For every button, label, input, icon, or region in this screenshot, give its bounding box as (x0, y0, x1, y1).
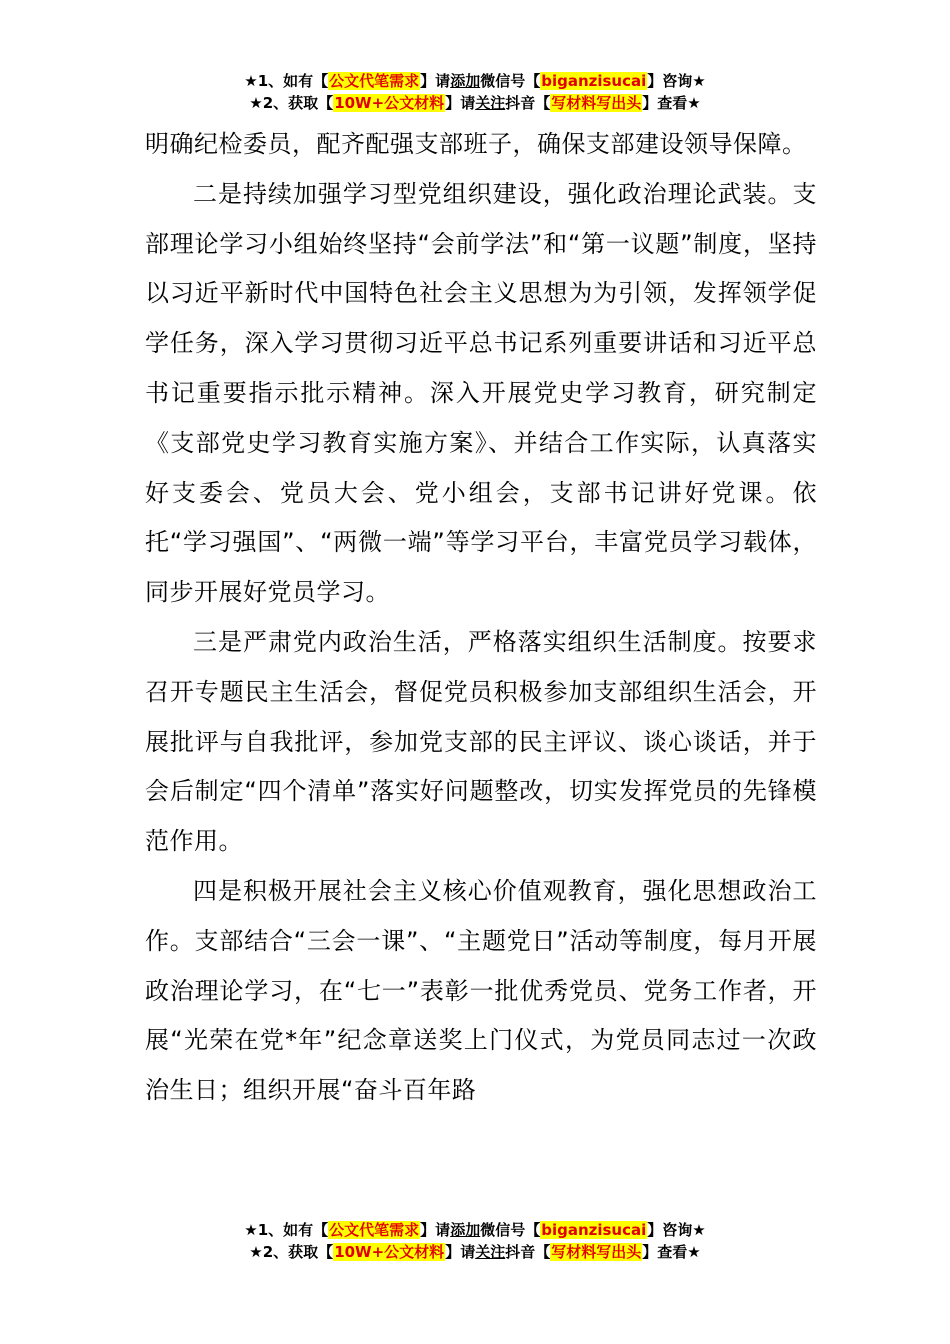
banner-line-1 (0, 70, 950, 92)
banner-highlight: 写材料写出头 (551, 1243, 642, 1261)
banner-text: 】请 (420, 1221, 451, 1239)
header-banner (0, 70, 950, 114)
footer-banner (0, 1219, 950, 1263)
banner-text: 抖音【 (505, 94, 551, 112)
banner-highlight: biganzisucai (541, 1221, 647, 1239)
paragraph-study-organization: 二是持续加强学习型党组织建设，强化政治理论武装。支部理论学习小组始终坚持“会前学法”和“第一议题”制度，坚持以习近平新时代中国特色社会主义思想为为引领，发挥领学促学任务，深入学习贯彻习近平总书记系列重要讲话和习近平总书记重要指示批示精神。深入开展党史学习教育，研究制定《支部党史学习教育实施方案》、并结合工作实际，认真落实好支委会、党员大会、党小组会，支部书记讲好党课。依托“学习强国”、“两微一端”等学习平台，丰富党员学习载体，同步开展好党员学习。 (145, 179, 817, 607)
banner-highlight: 10W+公文材料 (334, 94, 445, 112)
banner-text: ★2、获取【 (249, 1243, 334, 1261)
banner-line-2 (0, 92, 950, 114)
banner-emphasis: 添加 (450, 1221, 481, 1239)
banner-line-2 (0, 1241, 950, 1263)
banner-emphasis: 添加 (450, 72, 481, 90)
banner-text: 】请 (420, 72, 451, 90)
paragraph-core-values: 四是积极开展社会主义核心价值观教育，强化思想政治工作。支部结合“三会一课”、“主题党日”活动等制度，每月开展政治理论学习，在“七一”表彰一批优秀党员、党务工作者，开展“光荣在党*年”纪念章送奖上门仪式，为党员同志过一次政治生日；组织开展“奋斗百年路 (145, 876, 817, 1105)
banner-highlight: 10W+公文材料 (334, 1243, 445, 1261)
banner-highlight: 公文代笔需求 (329, 1221, 420, 1239)
banner-text: 微信号【 (480, 1221, 541, 1239)
banner-highlight: biganzisucai (541, 72, 647, 90)
paragraph-continuation: 明确纪检委员，配齐配强支部班子，确保支部建设领导保障。 (145, 130, 807, 158)
banner-text: 微信号【 (480, 72, 541, 90)
banner-highlight: 公文代笔需求 (329, 72, 420, 90)
banner-text: 】查看★ (642, 94, 701, 112)
banner-line-1 (0, 1219, 950, 1241)
banner-emphasis: 关注 (475, 94, 506, 112)
banner-text: 】咨询★ (647, 72, 706, 90)
banner-text: ★2、获取【 (249, 94, 334, 112)
banner-text: 】请 (445, 1243, 476, 1261)
banner-text: ★1、如有【 (244, 72, 329, 90)
paragraph-political-life: 三是严肃党内政治生活，严格落实组织生活制度。按要求召开专题民主生活会，督促党员积极参加支部组织生活会，开展批评与自我批评，参加党支部的民主评议、谈心谈话，并于会后制定“四个清单”落实好问题整改，切实发挥党员的先锋模范作用。 (145, 627, 817, 856)
banner-text: 】请 (445, 94, 476, 112)
document-body (145, 120, 817, 1116)
banner-emphasis: 关注 (475, 1243, 506, 1261)
banner-text: 】咨询★ (647, 1221, 706, 1239)
banner-text: 抖音【 (505, 1243, 551, 1261)
banner-text: 】查看★ (642, 1243, 701, 1261)
banner-highlight: 写材料写出头 (551, 94, 642, 112)
banner-text: ★1、如有【 (244, 1221, 329, 1239)
